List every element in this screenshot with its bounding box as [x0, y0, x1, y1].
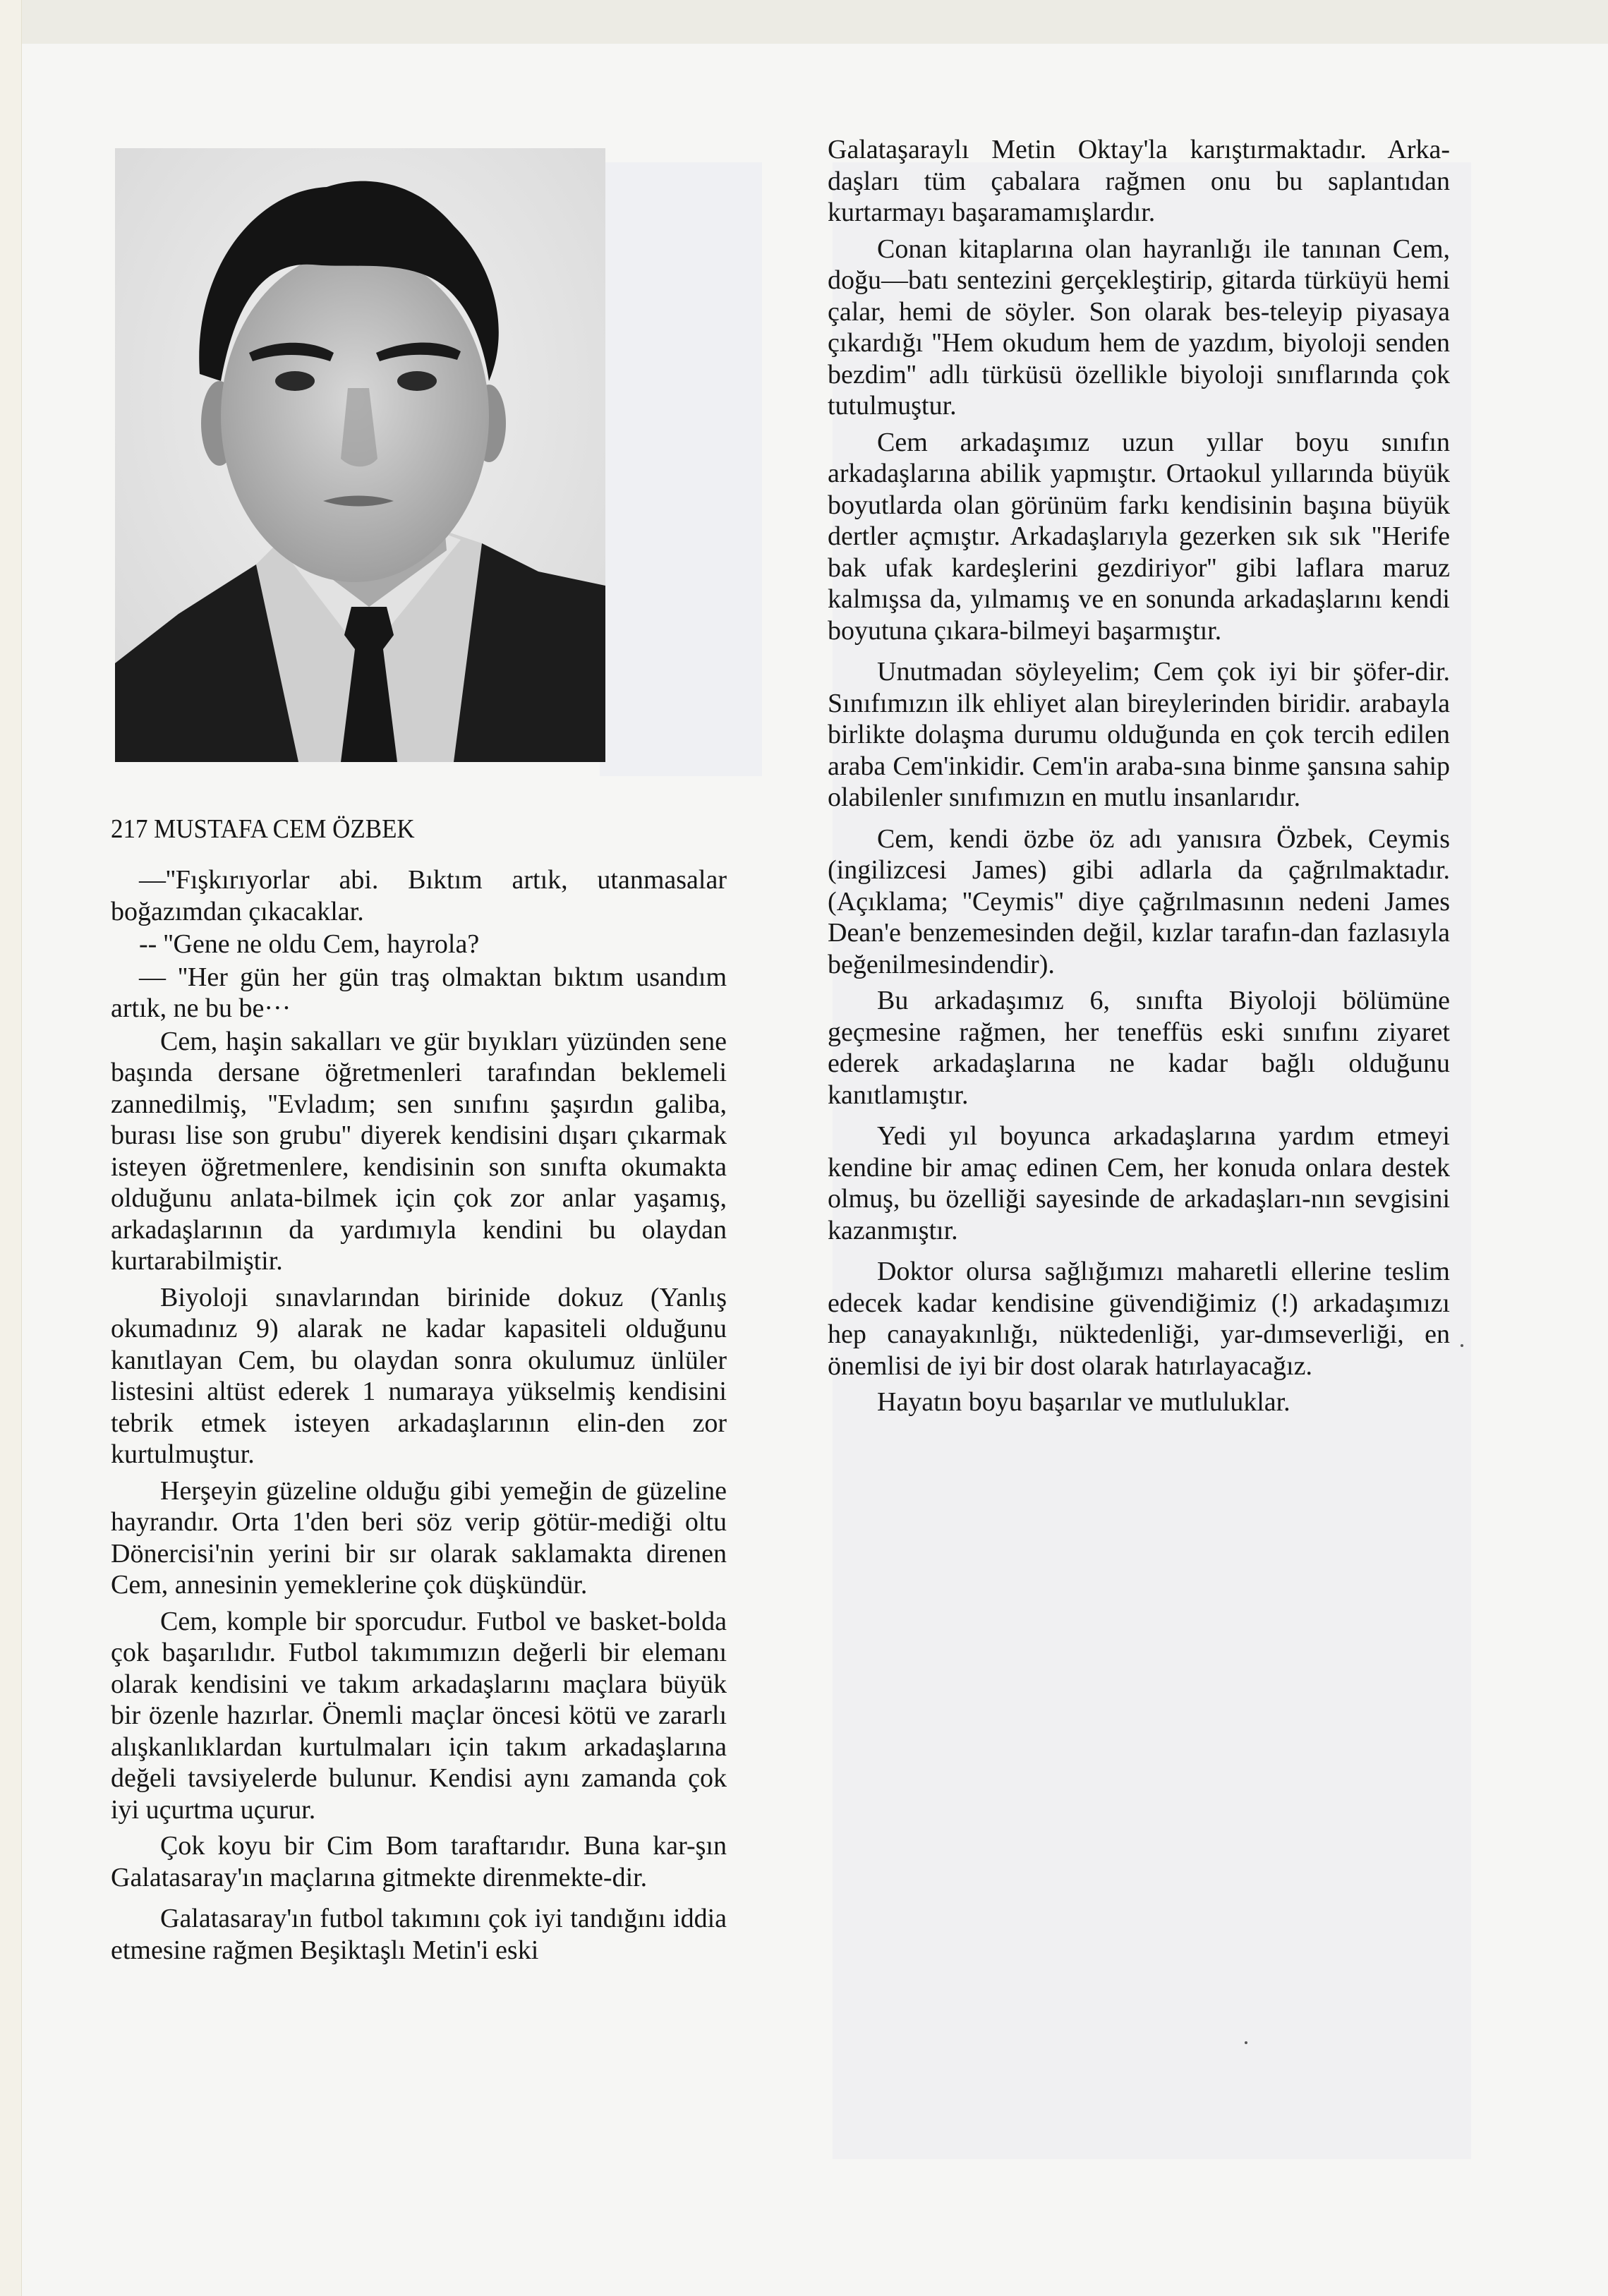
- paragraph: Unutmadan söyleyelim; Cem çok iyi bir şöfer-dir. Sınıfımızın ilk ehliyet alan bireylerinden biridir. arabayla birlikte dolaşma durumu olduğunda en çok tercih edilen araba Cem'inkidir. Cem'in araba-sına binme şansına sahip olabilenler sınıfımızın en mutlu insanlarıdır.: [828, 657, 1450, 812]
- paragraph: Galatasaray'ın futbol takımını çok iyi tandığını iddia etmesine rağmen Beşiktaşlı Metin'i eski: [111, 1904, 727, 1965]
- paragraph: Yedi yıl boyunca arkadaşlarına yardım etmeyi kendine bir amaç edinen Cem, her konuda onlara destek olmuş, bu özelliği sayesinde de arkadaşları-nın sevgisini kazanmıştır.: [828, 1121, 1450, 1245]
- right-column-text: [828, 134, 1450, 1423]
- dialog-line: -- ''Gene ne oldu Cem, hayrola?: [139, 929, 480, 959]
- paragraph: Hayatın boyu başarılar ve mutluluklar.: [877, 1387, 1290, 1417]
- scan-speck: [1245, 2041, 1247, 2044]
- paragraph: Biyoloji sınavlarından birinide dokuz (Yanlış okumadınız 9) alarak ne kadar kapasiteli olduğunu kanıtlayan Cem, bu olaydan sonra okulumuz ünlüler listesini altüst ederek 1 numaraya yükselmiş kendisini tebrik etmek isteyen arkadaşlarının elin-den zor kurtulmuştur.: [111, 1282, 727, 1469]
- paragraph: Doktor olursa sağlığımızı maharetli ellerine teslim edecek kadar kendisine güvendiğimiz (!) arkadaşımızı hep canayakınlığı, nüktedenliği, yar-dımseverliği, en önemlisi de iyi bir dost olarak hatırlayacağız.: [828, 1257, 1450, 1381]
- paragraph: Herşeyin güzeline olduğu gibi yemeğin de güzeline hayrandır. Orta 1'den beri söz verip götür-mediği oltu Dönercisi'nin yerini bir sır olarak saklamakta direnen Cem, annesinin yemeklerine çok düşkündür.: [111, 1475, 727, 1600]
- paragraph: Cem, haşin sakalları ve gür bıyıkları yüzünden sene başında dersane öğretmenleri tarafından beklemeli zannedilmiş, ''Evladım; sen sınıfını şaşırdın galiba, burası lise son grubu'' diyerek kendisini dışarı çıkarmak isteyen öğretmenlere, kendisinin son sınıfta okumakta olduğunu anlata-bilmek için çok zor anlar yaşamış, arkadaşlarının da yardımıyla kendini bu olaydan kurtarabilmiştir.: [111, 1026, 727, 1276]
- paragraph: Galataşaraylı Metin Oktay'la karıştırmaktadır. Arka-daşları tüm çabalara rağmen onu bu saplantıdan kurtarmayı başaramamışlardır.: [828, 135, 1450, 227]
- paragraph: Conan kitaplarına olan hayranlığı ile tanınan Cem, doğu—batı sentezini gerçekleştirip, gitarda türküyü hemi çalar, hemi de söyler. Son olarak bes-teleyip piyasaya çıkardığı ''Hem okudum hem de yazdım, biyoloji senden bezdim'' adlı türküsü özellikle biyoloji sınıflarında çok tutulmuştur.: [828, 234, 1450, 421]
- paragraph: Çok koyu bir Cim Bom taraftarıdır. Buna kar-şın Galatasaray'ın maçlarına gitmekte direnmekte-dir.: [111, 1831, 727, 1892]
- scan-top-band: [0, 0, 1608, 44]
- paragraph: Cem arkadaşımız uzun yıllar boyu sınıfın arkadaşlarına abilik yapmıştır. Ortaokul yıllarında büyük boyutlarda olan görünüm farkı kendisinin başına büyük dertler açmıştır. Arkadaşlarıyla gezerken sık sık ''Herife bak ufak kardeşlerini gezdiriyor'' gibi laflara maruz kalmışsa da, yılmamış ve en sonunda arkadaşlarını kendi boyutuna çıkara-bilmeyi başarmıştır.: [828, 427, 1450, 646]
- paragraph: Cem, komple bir sporcudur. Futbol ve basket-bolda çok başarılıdır. Futbol takımımızın değerli bir elemanı olarak kendisini ve takım arkadaşlarını maçlara büyük bir özenle hazırlar. Önemli maçlar öncesi kötü ve zararlı alışkanlıklardan kurtulmaları için takım arkadaşlarına değeli tavsiyelerde bulunur. Kendisi aynı zamanda çok iyi uçurtma uçurur.: [111, 1606, 727, 1825]
- scan-speck: [1461, 1344, 1463, 1347]
- dialog-line: — ''Her gün her gün traş olmaktan bıktım usandım artık, ne bu be···: [111, 962, 727, 1023]
- student-name-heading: 217 MUSTAFA CEM ÖZBEK: [111, 814, 415, 844]
- paragraph: Bu arkadaşımız 6, sınıfta Biyoloji bölümüne geçmesine rağmen, her teneffüs eski sınıfını ziyaret ederek arkadaşlarına ne kadar bağlı olduğunu kanıtlamıştır.: [828, 986, 1450, 1110]
- paragraph: Cem, kendi özbe öz adı yanısıra Özbek, Ceymis (ingilizcesi James) gibi adlarla da çağrılmaktadır. (Açıklama; ''Ceymis'' diye çağrılmasının nedeni James Dean'e benzemesinden değil, kızlar tarafın-dan fazlasıyla beğenilmesindendir).: [828, 823, 1450, 979]
- scan-left-edge: [0, 0, 22, 2296]
- show-through-text-left: [600, 162, 762, 776]
- portrait-photo: [115, 148, 605, 762]
- dialog-line: —''Fışkırıyorlar abi. Bıktım artık, utanmasalar boğazımdan çıkacaklar.: [111, 865, 727, 926]
- left-column-text: [111, 864, 727, 1971]
- portrait-photo-illustration: [115, 148, 605, 762]
